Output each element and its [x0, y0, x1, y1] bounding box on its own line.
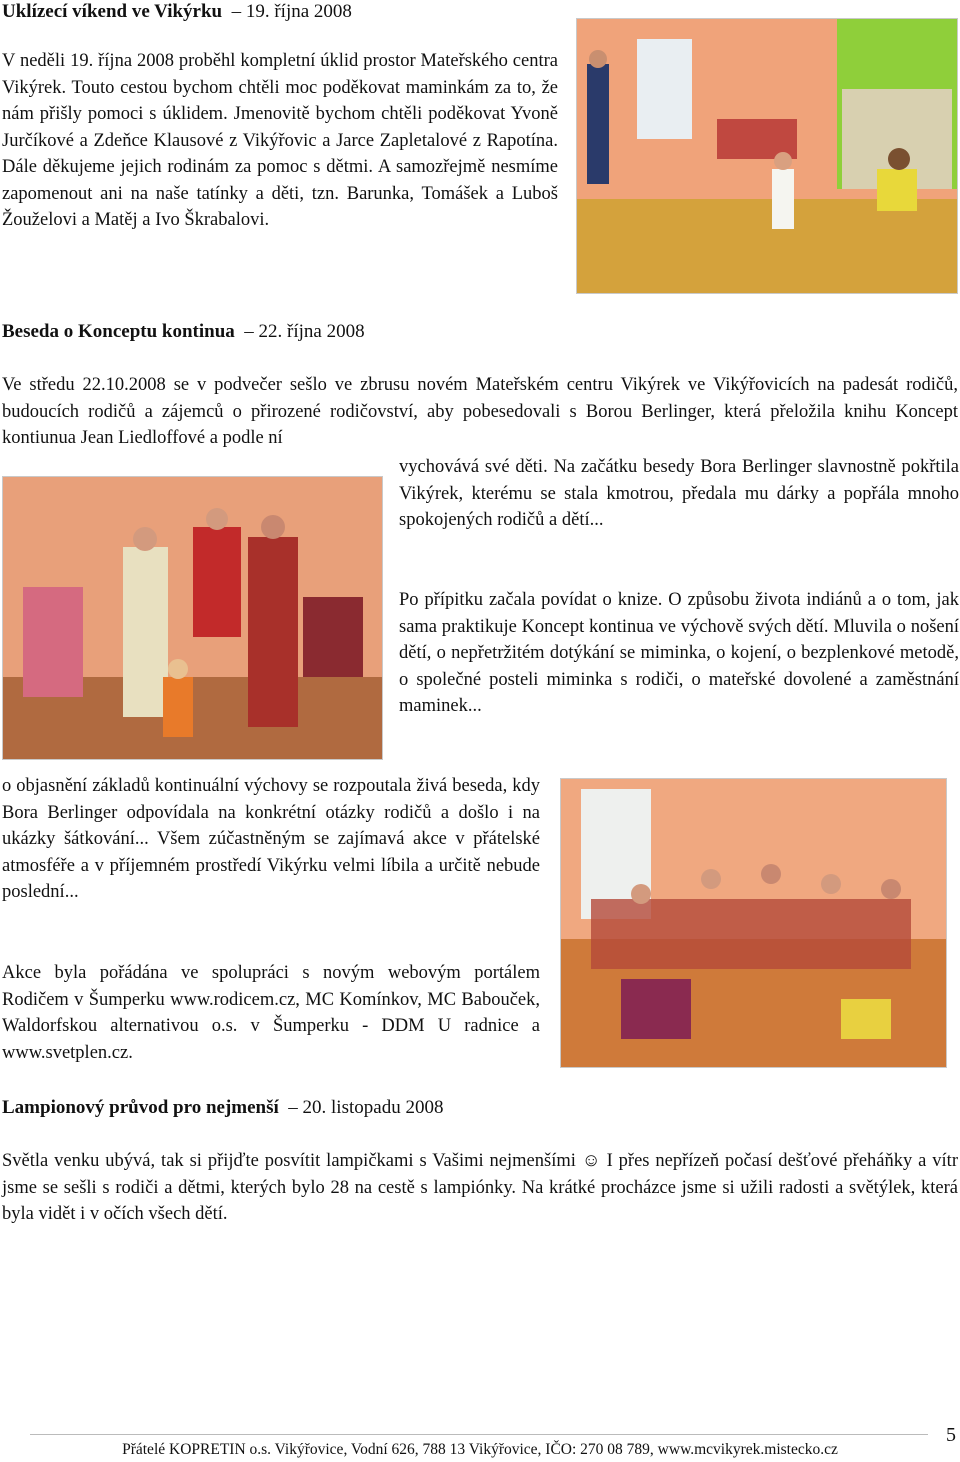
section3-date: 20. listopadu 2008 — [302, 1097, 444, 1118]
section3-heading: Lampionový průvod pro nejmenší – 20. listopadu 2008 — [2, 1097, 444, 1118]
cleaning-photo — [576, 18, 958, 294]
section1-text: V neděli 19. října 2008 proběhl kompletní úklid prostor Mateřského centra Vikýrek. Touto cestou bychom chtěli moc poděkovat maminkám za to, že nám přišly pomoci s úklidem. Jmenovitě bychom chtěli poděkovat Yvoně Jurčíkové a Zdeňce Klausové z Vikýřovic a Jarce Zapletalové z Rapotína. Dále děkujeme jejich rodinám za pomoc s dětmi. A samozřejmě nesmíme zapomenout ani na naše tatínky a děti, tzn. Barunka, Tomášek a Luboš Žouželovi a Matěj a Ivo Škrabalovi. — [2, 51, 558, 230]
discussion-photo-1 — [2, 476, 383, 760]
discussion-photo-1-image — [3, 477, 382, 759]
discussion-photo-2 — [560, 778, 947, 1068]
section1-heading: Uklízecí víkend ve Vikýrku – 19. října 2008 — [2, 1, 352, 22]
cleaning-photo-image — [577, 19, 957, 293]
footer-text: Přátelé KOPRETIN o.s. Vikýřovice, Vodní 626, 788 13 Vikýřovice, IČO: 270 08 789, www.mcvikyrek.mistecko.cz — [122, 1441, 838, 1458]
section3-title: Lampionový průvod pro nejmenší — [2, 1097, 279, 1118]
section3-text — [2, 1148, 958, 1228]
footer-divider — [30, 1434, 928, 1435]
section1-date: 19. října 2008 — [245, 1, 352, 22]
section2-title: Beseda o Konceptu kontinua — [2, 321, 235, 342]
section2-left-paragraph1: o objasnění základů kontinuální výchovy se rozpoutala živá beseda, kdy Bora Berlinger odpovídala na konkrétní otázky rodičů a došlo i na ukázky šátkování... Všem zúčastněným se zajímavá akce v přátelské atmosféře a v příjemném prostředí Vikýrku velmi líbila a určitě nebude poslední... — [2, 776, 540, 902]
section3-text-after: I přes nepřízeň počasí dešťové přeháňky a vítr jsme se sešli s rodiči a dětmi, kterých bylo 28 na cestě s lampiónky. Na krátké procházce jsme si užili radosti a světýlek, která byla vidět i v očích všech dětí. — [2, 1151, 958, 1224]
section2-heading: Beseda o Konceptu kontinua – 22. října 2008 — [2, 321, 365, 342]
section2-date: 22. října 2008 — [258, 321, 365, 342]
section3-text-before: Světla venku ubývá, tak si přijďte posvítit lampičkami s Vašimi nejmenšími — [2, 1151, 576, 1171]
section2-intro: Ve středu 22.10.2008 se v podvečer sešlo ve zbrusu novém Mateřském centru Vikýrek ve Vikýřovicích na padesát rodičů, budoucích rodičů a zájemců o přirozené rodičovství, aby pobesedovali s Borou Berlinger, která přeložila knihu Koncept kontiunua Jean Liedloffové a podle ní — [2, 375, 958, 448]
section1-title: Uklízecí víkend ve Vikýrku — [2, 1, 223, 22]
page-number: 5 — [946, 1424, 956, 1446]
discussion-photo-2-image — [561, 779, 946, 1067]
section2-left-paragraph2: Akce byla pořádána ve spolupráci s novým webovým portálem Rodičem v Šumperku www.rodicem.cz, MC Komínkov, MC Babouček, Waldorfskou alternativou o.s. v Šumperku - DDM U radnice a www.svetplen.cz. — [2, 963, 540, 1063]
smiley-icon: ☺ — [581, 1151, 601, 1171]
section2-right-paragraph2: Po přípitku začala povídat o knize. O způsobu života indiánů a o tom, jak sama praktikuje Koncept kontinua ve výchově svých dětí. Mluvila o nošení dětí, o nepřetržitém dotýkání se miminka, o kojení, o bezplenkové metodě, o společné posteli miminka s rodiči, o mateřské dovolené a zaměstnání maminek... — [399, 590, 959, 716]
section2-right-paragraph1: vychovává své děti. Na začátku besedy Bora Berlinger slavnostně pokřtila Vikýrek, kterému se stala kmotrou, předala mu dárky a popřála mnoho spokojených rodičů a dětí... — [399, 457, 959, 530]
